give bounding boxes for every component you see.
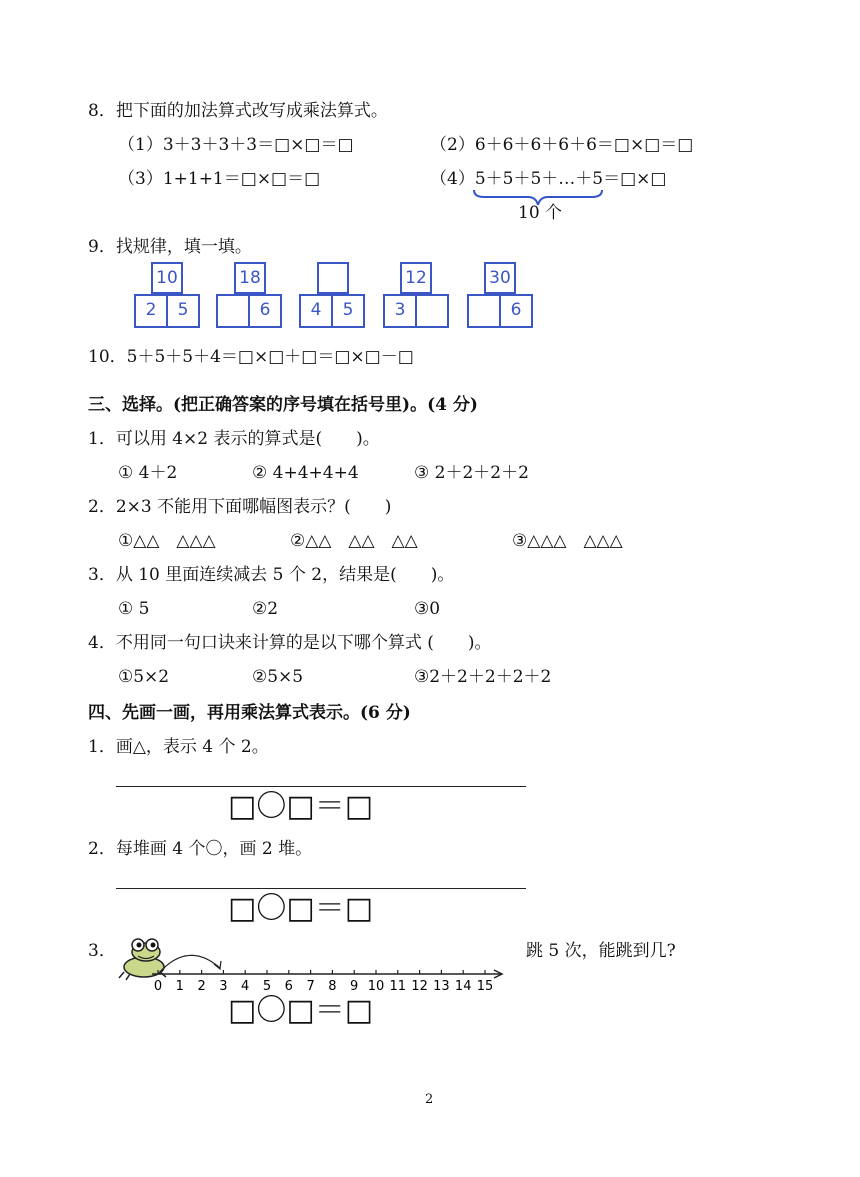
brace-label: 10 个 <box>518 203 563 223</box>
right-box[interactable] <box>415 294 449 328</box>
arrow-icon <box>214 961 221 969</box>
s3-q3-option-1: ① 5 <box>118 599 150 619</box>
equation-template[interactable]: □〇□＝□ <box>228 789 374 824</box>
number-line-label: 14 <box>454 979 472 994</box>
page-number: 2 <box>425 1092 434 1107</box>
number-line-label: 10 <box>367 979 385 994</box>
s4-q3-text: 跳 5 次，能跳到几? <box>526 941 676 961</box>
number-line-label: 11 <box>389 979 407 994</box>
s3-q4-option-2: ②5×5 <box>252 667 304 687</box>
right-box[interactable]: 5 <box>331 294 365 328</box>
q8-part4-suffix: ＝□×□ <box>603 169 667 189</box>
number-line-label: 1 <box>175 979 184 994</box>
left-box[interactable] <box>216 294 250 328</box>
s4-q1-text: 1．画△，表示 4 个 2。 <box>88 737 269 757</box>
equation-template[interactable]: □〇□＝□ <box>228 993 374 1028</box>
number-line-label: 15 <box>476 979 494 994</box>
s3-q1-option-2: ② 4+4+4+4 <box>252 463 359 483</box>
jump-arc <box>158 955 220 974</box>
s3-q4-option-3: ③2＋2＋2＋2＋2 <box>414 667 552 687</box>
q8-part4 <box>430 168 666 190</box>
q10-text: 10．5＋5＋5＋4＝□×□＋□＝□×□－□ <box>88 347 414 367</box>
number-line-label: 5 <box>262 979 272 994</box>
s3-q3-text: 3．从 10 里面连续减去 5 个 2，结果是( )。 <box>88 565 455 585</box>
s3-q4-text: 4．不用同一句口诀来计算的是以下哪个算式 ( )。 <box>88 633 492 653</box>
number-line <box>150 944 510 994</box>
s3-q1-option-3: ③ 2＋2＋2＋2 <box>414 463 529 483</box>
s3-q3-option-2: ②2 <box>252 599 279 619</box>
number-line-label: 8 <box>328 979 337 994</box>
q8-part3: （3）1+1+1＝□×□＝□ <box>118 169 321 189</box>
top-box[interactable]: 30 <box>484 262 516 294</box>
right-box[interactable]: 5 <box>166 294 200 328</box>
s4-q3-number: 3． <box>88 941 116 961</box>
equation-template[interactable]: □〇□＝□ <box>228 891 374 926</box>
q8-part1: （1）3＋3＋3＋3＝□×□＝□ <box>118 135 354 155</box>
right-box[interactable]: 6 <box>499 294 533 328</box>
s3-q2-option-3: ③△△△ △△△ <box>512 531 623 551</box>
top-box[interactable] <box>317 262 349 294</box>
s3-q1-option-1: ① 4＋2 <box>118 463 178 483</box>
number-line-label: 9 <box>350 979 359 994</box>
drawing-line[interactable] <box>116 786 526 787</box>
number-line-label: 2 <box>197 979 206 994</box>
number-line-label: 4 <box>241 979 250 994</box>
section3-title: 三、选择。(把正确答案的序号填在括号里)。(4 分) <box>88 395 478 415</box>
right-box[interactable]: 6 <box>248 294 282 328</box>
s4-q2-text: 2．每堆画 4 个〇，画 2 堆。 <box>88 839 313 859</box>
top-box[interactable]: 10 <box>151 262 183 294</box>
left-box[interactable] <box>467 294 501 328</box>
s3-q1-text: 1．可以用 4×2 表示的算式是( )。 <box>88 429 380 449</box>
q9-title: 9．找规律，填一填。 <box>88 237 252 257</box>
s3-q3-option-3: ③0 <box>414 599 441 619</box>
number-line-label: 13 <box>433 979 450 994</box>
number-line-label: 6 <box>284 979 293 994</box>
number-line-label: 3 <box>219 979 228 994</box>
q8-title: 8．把下面的加法算式改写成乘法算式。 <box>88 101 388 121</box>
number-line-label: 7 <box>306 979 315 994</box>
q8-part4-sum: 5＋5＋5＋…＋5 <box>474 169 604 189</box>
q8-part4-prefix: （4） <box>430 169 475 189</box>
number-line-label: 0 <box>153 979 163 994</box>
top-box[interactable]: 18 <box>234 262 266 294</box>
q8-part2: （2）6＋6＋6＋6＋6＝□×□＝□ <box>430 135 694 155</box>
top-box[interactable]: 12 <box>400 262 432 294</box>
s3-q2-text: 2．2×3 不能用下面哪幅图表示？( ) <box>88 497 392 517</box>
left-box[interactable]: 2 <box>134 294 168 328</box>
s3-q2-option-2: ②△△ △△ △△ <box>290 531 418 551</box>
left-box[interactable]: 3 <box>383 294 417 328</box>
s3-q2-option-1: ①△△ △△△ <box>118 531 216 551</box>
section4-title: 四、先画一画，再用乘法算式表示。(6 分) <box>88 703 411 723</box>
number-line-label: 12 <box>411 979 428 994</box>
drawing-line[interactable] <box>116 888 526 889</box>
s3-q4-option-1: ①5×2 <box>118 667 170 687</box>
left-box[interactable]: 4 <box>299 294 333 328</box>
